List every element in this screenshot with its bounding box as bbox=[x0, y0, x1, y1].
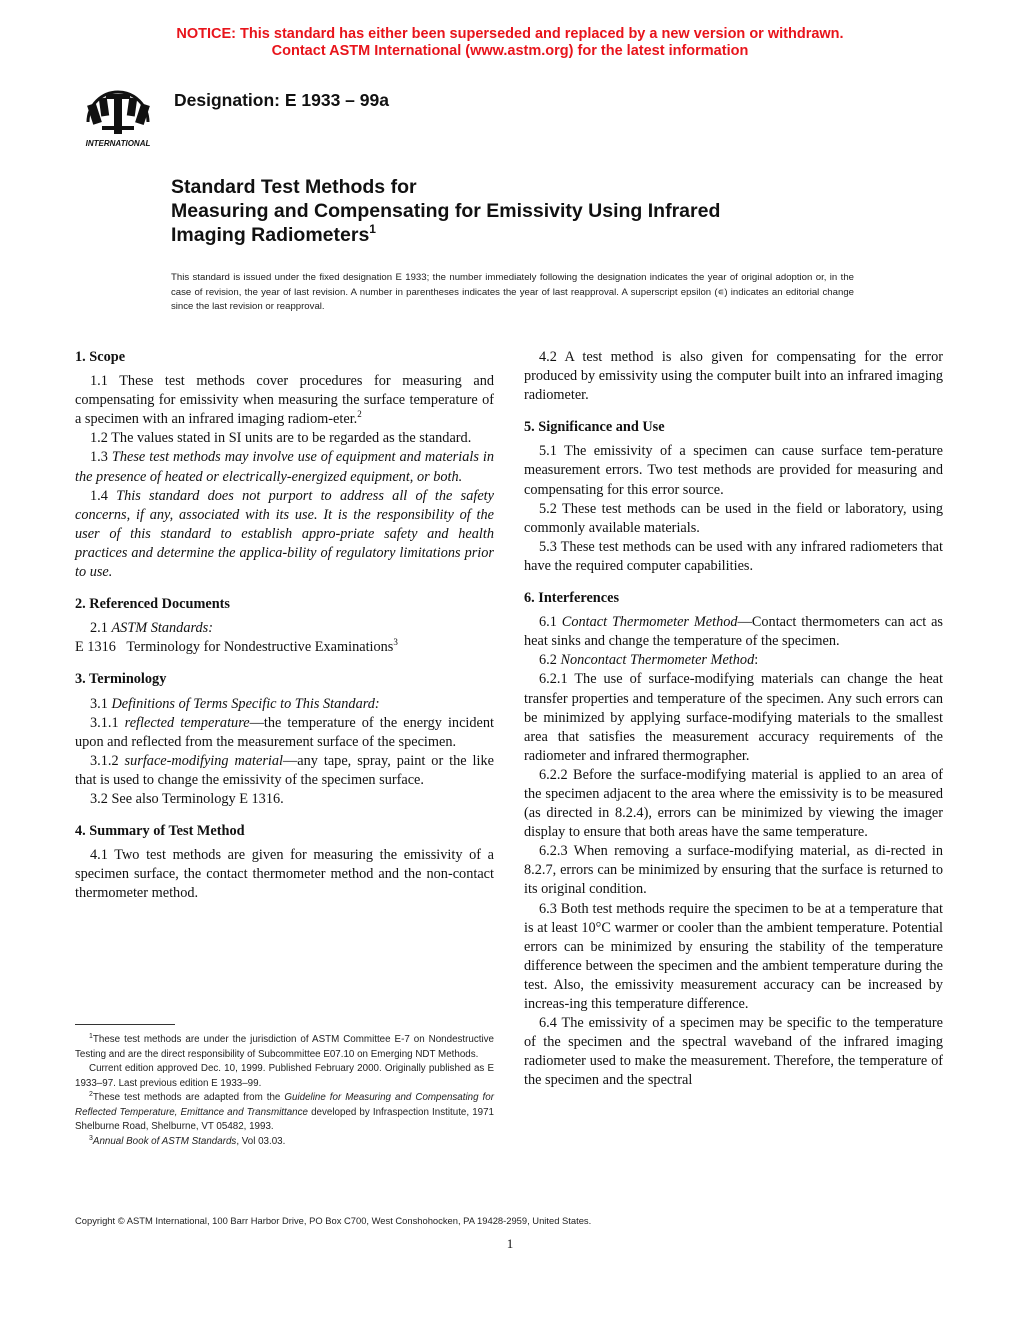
paragraph: 6.2.1 The use of surface-modifying materials can change the heat transfer properties and temperature of the specimen. Any such errors can be minimized by applying surface-modifying materials to the smallest area that satisfies the measurement accuracy requirements of the radiometer and infrared thermographer. bbox=[524, 671, 943, 764]
logo-label: INTERNATIONAL bbox=[85, 139, 151, 148]
footnote-1: $^1$These test methods are under the jurisdiction of ASTM Committee E-7 on Nondestructive Testing and are the direct responsibility of Subcommittee E07.10 on Emerging NDT Methods. bbox=[75, 1033, 494, 1060]
title-line-1: Standard Test Methods for bbox=[171, 176, 417, 198]
title-footnote-mark: 1 bbox=[369, 222, 376, 236]
paragraph: 1.3 These test methods may involve use of equipment and materials in the presence of heated or electrically-energized equipment, or both. bbox=[75, 449, 495, 485]
title-line-3: Imaging Radiometers$^1$ bbox=[171, 222, 376, 246]
title-line-2: Measuring and Compensating for Emissivity Using Infrared bbox=[171, 200, 721, 222]
section-heading: 4. Summary of Test Method bbox=[75, 823, 245, 840]
page-number: 1 bbox=[506, 1236, 514, 1251]
left-column bbox=[75, 348, 494, 903]
notice-line-2: Contact ASTM International (www.astm.org) for the latest information bbox=[271, 43, 749, 59]
paragraph: 1.1 These test methods cover procedures for measuring and compensating for emissivity when measuring the surface temperature of a specimen with an infrared imaging radiom-eter.$^2$ bbox=[75, 373, 494, 428]
paragraph: 6.2 Noncontact Thermometer Method: bbox=[539, 652, 759, 669]
paragraph: 5.3 These test methods can be used with any infrared radiometers that have the required computer capabilities. bbox=[524, 538, 943, 574]
astm-logo bbox=[76, 78, 160, 150]
paragraph: 5.2 These test methods can be used in the field or laboratory, using commonly available materials. bbox=[524, 500, 943, 536]
paragraph: 2.1 ASTM Standards: bbox=[90, 620, 213, 637]
paragraph: 6.2.2 Before the surface-modifying material is applied to an area of the specimen adjacent to the area where the emissivity is to be measured (as directed in 8.2.4), errors can be minimized by viewing the imager display to ensure that both areas have the same temperature. bbox=[524, 766, 943, 841]
footnote-divider bbox=[75, 1024, 175, 1025]
paragraph: 6.4 The emissivity of a specimen may be specific to the temperature of the specimen and the spectral waveband of the infrared imaging radiometer used to make the measurement. Therefore, the temperature of the specimen and the spectral bbox=[524, 1015, 943, 1089]
paragraph: 3.2 See also Terminology E 1316. bbox=[90, 790, 284, 807]
issue-note: This standard is issued under the fixed designation E 1933; the number immediately following the designation indicates the year of original adoption or, in the case of revision, the year of last revision. A number in parentheses indicates the year of last reapproval. A superscript epsilon (∊) indicates an editorial change since the last revision or reapproval. bbox=[171, 272, 854, 313]
paragraph: 3.1 Definitions of Terms Specific to This Standard: bbox=[90, 695, 380, 712]
paragraph: 6.2.3 When removing a surface-modifying material, as di-rected in 8.2.7, errors can be minimized by ensuring that the surface is returned to its original condition. bbox=[524, 843, 943, 898]
right-column bbox=[524, 348, 943, 1090]
section-heading: 3. Terminology bbox=[75, 671, 167, 688]
document-title bbox=[171, 175, 891, 247]
withdrawal-notice bbox=[0, 26, 1020, 60]
footnotes bbox=[75, 1033, 494, 1149]
paragraph: 4.1 Two test methods are given for measuring the emissivity of a specimen surface, the contact thermometer method and the non-contact thermometer method. bbox=[75, 847, 494, 902]
section-heading: 2. Referenced Documents bbox=[75, 596, 230, 613]
notice-line-1: NOTICE: This standard has either been superseded and replaced by a new version or withdrawn. bbox=[176, 26, 844, 42]
footnote-3: $^3$Annual Book of ASTM Standards, Vol 03.03. bbox=[89, 1134, 286, 1147]
paragraph: 5.1 The emissivity of a specimen can cause surface tem-perature measurement errors. Two test methods are provided for measuring and compensating for this error source. bbox=[524, 443, 943, 498]
footnote-2: $^2$These test methods are adapted from the Guideline for Measuring and Compensating for Reflected Temperature, Emittance and Transmittance developed by Infraspection Institute, 1971 Shelburne Road, Shelburne, VT 05482, 1993. bbox=[75, 1091, 494, 1132]
section-heading: 6. Interferences bbox=[524, 590, 620, 607]
reference-item: E 1316 Terminology for Nondestructive Examinations$^3$ bbox=[75, 637, 398, 656]
paragraph: 6.1 Contact Thermometer Method—Contact thermometers can act as heat sinks and change the temperature of the specimen. bbox=[524, 614, 943, 650]
designation: Designation: E 1933 – 99a bbox=[174, 90, 389, 110]
paragraph: 1.4 This standard does not purport to address all of the safety concerns, if any, associated with its use. It is the responsibility of the user of this standard to establish appro-priate safety and health practices and determine the applica-bility of regulatory limitations prior to use. bbox=[75, 487, 494, 581]
copyright-line: Copyright © ASTM International, 100 Barr Harbor Drive, PO Box C700, West Conshohocken, PA 19428-2959, United States. bbox=[75, 1215, 592, 1226]
paragraph: 3.1.1 reflected temperature—the temperature of the energy incident upon and reflected from the measurement surface of the specimen. bbox=[75, 714, 495, 750]
paragraph: 3.1.2 surface-modifying material—any tape, spray, paint or the like that is used to change the emissivity of the specimen surface. bbox=[75, 752, 494, 788]
footnote-1-edition: Current edition approved Dec. 10, 1999. Published February 2000. Originally published as E 1933–97. Last previous edition E 1933–99. bbox=[75, 1063, 494, 1089]
paragraph: 1.2 The values stated in SI units are to be regarded as the standard. bbox=[90, 430, 472, 447]
paragraph: 6.3 Both test methods require the specimen to be at a temperature that is at least 10°C warmer or cooler than the ambient temperature. Potential errors can be minimized by ensuring the stability of the temperature difference between the specimen and the ambient temperature during the test. Also, the emissivity measurement accuracy can be increased by increas-ing this temperature difference. bbox=[524, 900, 943, 1012]
section-heading: 1. Scope bbox=[75, 349, 126, 365]
paragraph: 4.2 A test method is also given for compensating for the error produced by emissivity using the computer built into an infrared imaging radiometer. bbox=[524, 349, 943, 404]
section-heading: 5. Significance and Use bbox=[524, 419, 665, 436]
